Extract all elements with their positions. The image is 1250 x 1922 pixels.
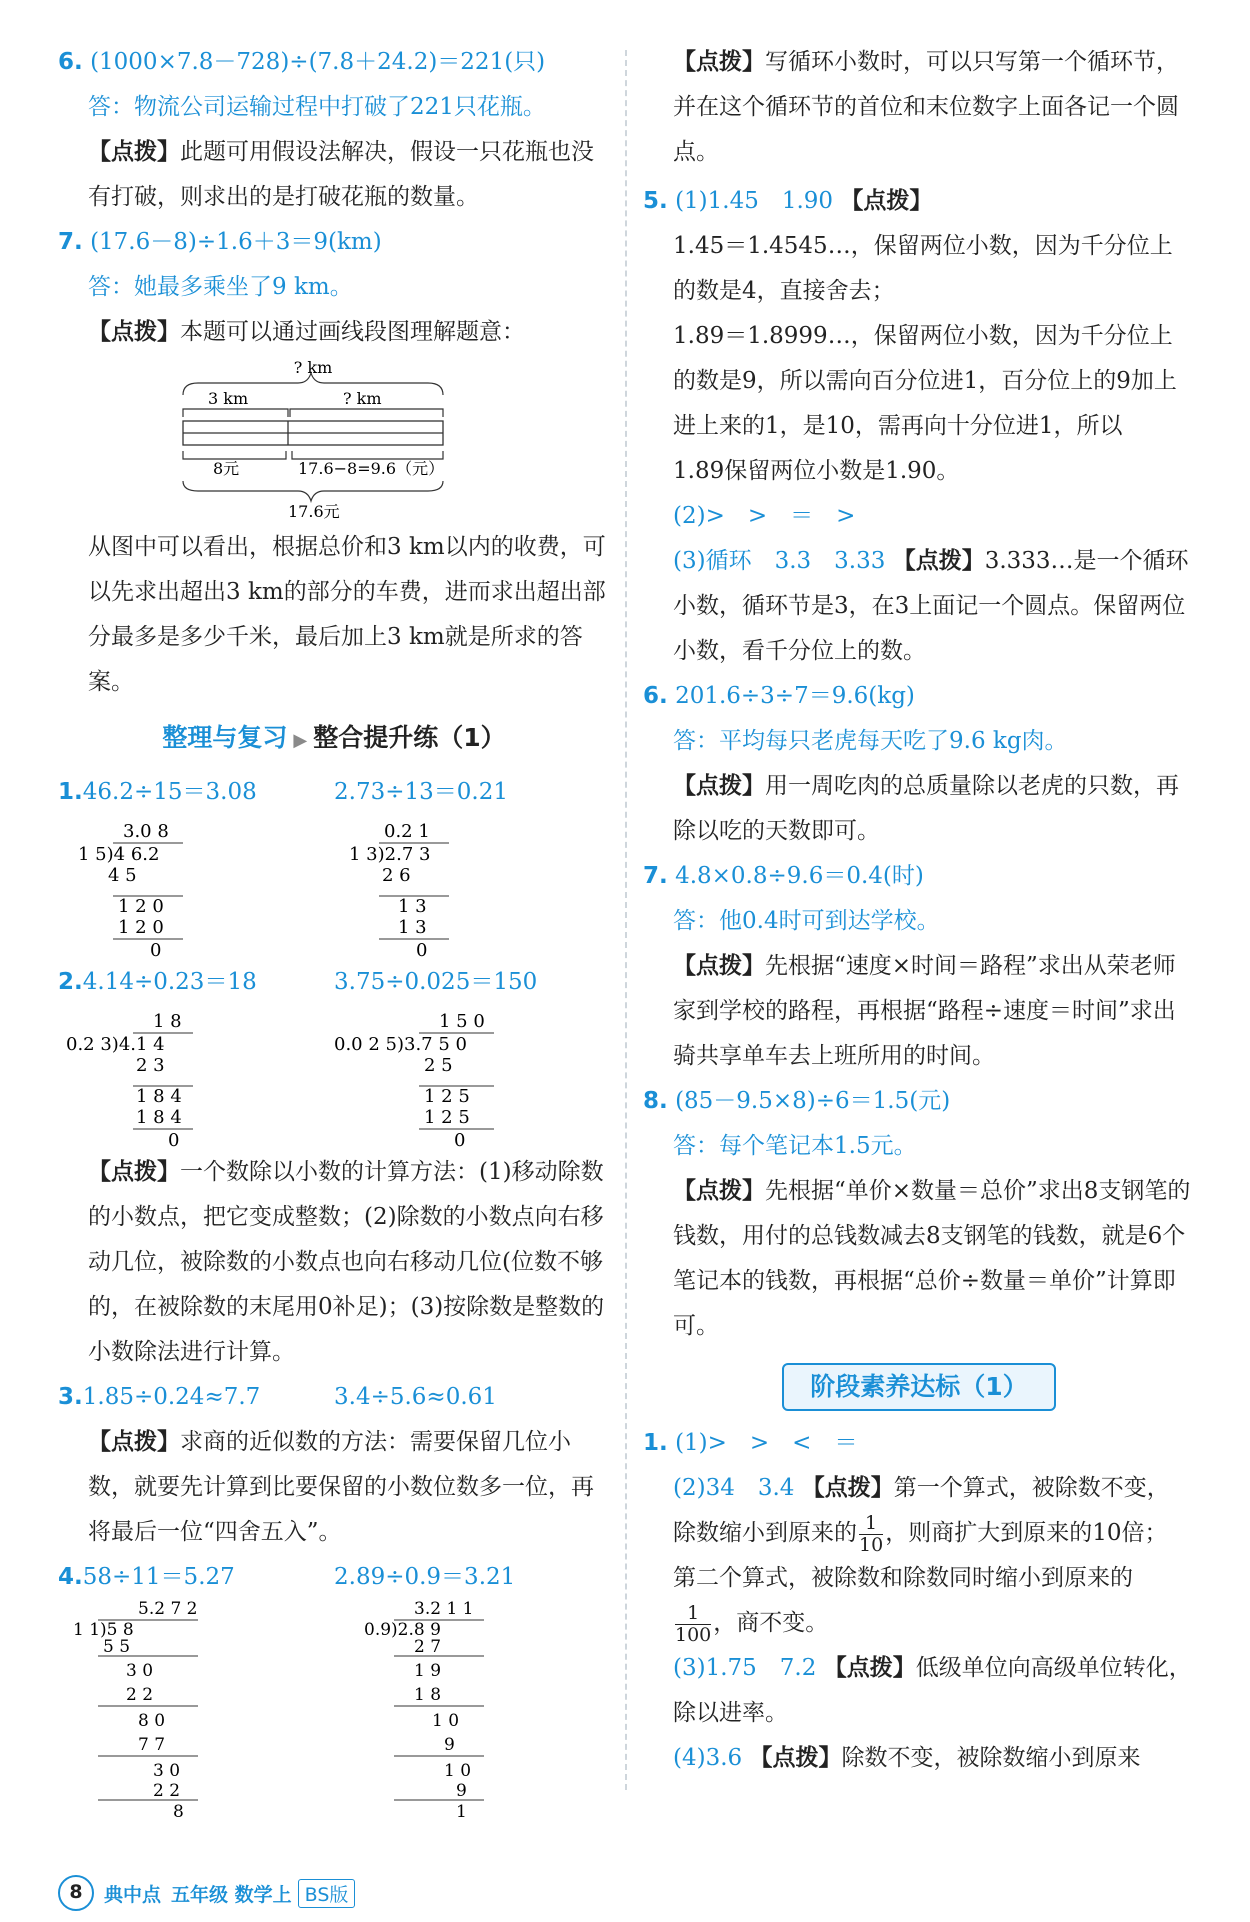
b1-frac-line2: $\frac{1}{100}$ ，商不变。 [675,1601,829,1646]
total-label: 17.6元 [288,502,340,519]
right-column [643,40,1195,1781]
svg-text:0.0 2 5)3.7 5 0: 0.0 2 5)3.7 5 0 [334,1034,467,1055]
s1-calc-2 [334,815,610,960]
s3-expressions: 3.1.85÷0.24≈7.7 3.4÷5.6≈0.61 [58,1384,497,1410]
svg-text:0: 0 [168,1130,180,1150]
s2-expressions: 2.4.14÷0.23＝18 3.75÷0.025＝150 [58,969,538,995]
svg-text:3 0: 3 0 [126,1661,154,1681]
calc-quotient: 3.0 8 [123,821,169,842]
page-number: 8 [58,1875,94,1911]
svg-text:1 8: 1 8 [153,1011,182,1032]
q7-tip: 【点拨】本题可以通过画线段图理解题意： [88,319,525,345]
svg-text:1 1)5 8: 1 1)5 8 [73,1620,134,1640]
total-brace [183,481,443,501]
svg-text:1 2 0: 1 2 0 [118,917,164,938]
q7-answer: 答：她最多乘坐了9 km。 [88,274,353,300]
r7-answer: 答：他0.4时可到达学校。 [673,908,940,934]
svg-text:1 5 0: 1 5 0 [439,1011,485,1032]
line-segment-diagram [58,359,610,519]
svg-text:2 5: 2 5 [424,1055,453,1076]
s1-calc-1 [58,815,334,960]
svg-text:3.2 1 1: 3.2 1 1 [414,1600,474,1619]
r6-expression: 6. 201.6÷3÷7＝9.6(kg) [643,683,915,709]
svg-text:1 3)2.7 3: 1 3)2.7 3 [349,844,431,865]
b1-bracket [183,451,286,459]
seg1-bracket [183,409,288,417]
fraction-1-10: $\frac{1}{10}$ [859,1511,884,1556]
svg-text:0: 0 [454,1130,466,1150]
r7-tip: 【点拨】先根据“速度×时间＝路程”求出从荣老师家到学校的路程，再根据“路程÷速度＝时间”求出骑共享单车去上班所用的时间。 [673,953,1176,1069]
svg-text:3 0: 3 0 [153,1761,181,1781]
brand-logo: 典中点 [104,1883,162,1906]
svg-text:1 2 0: 1 2 0 [118,896,164,917]
svg-text:1: 1 [456,1802,467,1820]
s1-expressions: 1.46.2÷15＝3.08 2.73÷13＝0.21 [58,779,508,805]
svg-text:8: 8 [173,1802,184,1820]
s3-tip: 【点拨】求商的近似数的方法：需要保留几位小数，就要先计算到比要保留的小数位数多一位，再将最后一位“四舍五入”。 [88,1429,594,1545]
fraction-1-100: $\frac{1}{100}$ [675,1601,712,1646]
svg-text:1 3: 1 3 [398,917,427,938]
r5-part3: (3)循环 3.3 3.33 【点拨】3.333…是一个循环小数，循环节是3，在3上面记一个圆点。保留两位小数，看千分位上的数。 [673,548,1189,664]
b1-frac-line1: 除数缩小到原来的 $\frac{1}{10}$ ，则商扩大到原来的10倍； [673,1511,1168,1556]
svg-text:9: 9 [444,1735,455,1755]
r5-part1: 5. (1)1.45 1.90 【点拨】 [643,188,933,214]
r5-tip2: 1.89＝1.8999…，保留两位小数，因为千分位上的数是9，所以需向百分位进1，百分位上的9加上进上来的1，是10，需再向十分位进1，所以 [673,323,1177,439]
r8-answer: 答：每个笔记本1.5元。 [673,1133,917,1159]
left-column [58,40,610,1820]
b1-label: 8元 [213,459,240,478]
b2-bracket [292,451,443,459]
r6-tip: 【点拨】用一周吃肉的总质量除以老虎的只数，再除以吃的天数即可。 [673,773,1179,844]
svg-text:0: 0 [150,940,162,960]
s2-tip: 【点拨】一个数除以小数的计算方法：(1)移动除数的小数点，把它变成整数；(2)除数的小数点向右移动几位，被除数的小数点也向右移动几位(位数不够的，在被除数的末尾用0补足)；(3)按除数是整数的小数除法进行计算。 [88,1159,605,1365]
r5-tip3: 1.89保留两位小数是1.90。 [673,458,960,484]
r8-tip: 【点拨】先根据“单价×数量＝总价”求出8支钢笔的钱数，用付的总钱数减去8支钢笔的钱数，就是6个笔记本的钱数，再根据“总价÷数量＝单价”计算即可。 [673,1178,1191,1339]
s2-calc-2 [334,1005,610,1150]
s4-expressions: 4.58÷11＝5.27 2.89÷0.9＝3.21 [58,1564,516,1590]
q6-expression: 6. (1000×7.8－728)÷(7.8＋24.2)＝221(只) [58,49,546,75]
r8-expression: 8. (85－9.5×8)÷6＝1.5(元) [643,1088,951,1114]
grade-subject: 五年级 数学上 [171,1883,292,1906]
r0-tip: 【点拨】写循环小数时，可以只写第一个循环节，并在这个循环节的首位和末位数字上面各记一个圆点。 [673,49,1179,165]
svg-text:1 8 4: 1 8 4 [136,1107,182,1128]
stage-badge-title: 阶段素养达标（1） [782,1363,1056,1411]
svg-text:2 7: 2 7 [414,1637,442,1657]
s2-calcs [58,1005,610,1150]
svg-text:2 3: 2 3 [136,1055,165,1076]
svg-text:9: 9 [456,1781,467,1801]
svg-text:1 0: 1 0 [432,1711,460,1731]
s1-calcs [58,815,610,960]
s2-calc-1 [58,1005,334,1150]
b1-part2: (2)34 3.4 【点拨】第一个算式，被除数不变， [673,1475,1170,1501]
svg-text:0.9)2.8 9: 0.9)2.8 9 [364,1620,441,1640]
q6-answer: 答：物流公司运输过程中打破了221只花瓶。 [88,94,546,120]
section-title: 整理与复习 ▶ 整合提升练（1） [162,723,506,752]
svg-text:1 0: 1 0 [444,1761,472,1781]
q7-explain: 从图中可以看出，根据总价和3 km以内的收费，可以先求出超出3 km的部分的车费，进而求出超出部分最多是多少千米，最后加上3 km就是所求的答案。 [88,534,606,695]
svg-text:0: 0 [416,940,428,960]
b2-label: 17.6−8=9.6（元） [298,459,445,478]
b1-part1: 1. (1)> > < ＝ [643,1430,858,1456]
svg-text:2 2: 2 2 [126,1685,154,1705]
r6-answer: 答：平均每只老虎每天吃了9.6 kg肉。 [673,728,1068,754]
q7-expression: 7. (17.6－8)÷1.6＋3＝9(km) [58,229,382,255]
svg-text:5 5: 5 5 [103,1637,131,1657]
r5-tip1: 1.45＝1.4545…，保留两位小数，因为千分位上的数是4，直接舍去； [673,233,1173,304]
svg-text:1 2 5: 1 2 5 [424,1107,470,1128]
column-divider [625,50,627,1790]
version-badge: BS版 [298,1879,356,1908]
svg-text:1 9: 1 9 [414,1661,442,1681]
seg1-label: 3 km [208,389,249,408]
seg2-bracket [290,409,443,417]
s4-calc-2 [334,1600,610,1820]
b1-part4: (4)3.6 【点拨】除数不变，被除数缩小到原来 [673,1745,1141,1771]
s4-calc-1 [58,1600,334,1820]
b1-part3: (3)1.75 7.2 【点拨】低级单位向高级单位转化，除以进率。 [673,1655,1192,1726]
svg-text:2 2: 2 2 [153,1781,181,1801]
r7-expression: 7. 4.8×0.8÷9.6＝0.4(时) [643,863,924,889]
b1-tip2: 第二个算式，被除数和除数同时缩小到原来的 [673,1565,1133,1591]
top-label: ? km [293,359,333,377]
svg-text:8 0: 8 0 [138,1711,166,1731]
svg-text:1 8: 1 8 [414,1685,442,1705]
svg-text:5.2 7 2: 5.2 7 2 [138,1600,198,1619]
svg-text:4 5: 4 5 [108,865,137,886]
svg-text:1 3: 1 3 [398,896,427,917]
svg-text:0.2 1: 0.2 1 [384,821,430,842]
page-footer [58,1875,355,1911]
svg-text:7 7: 7 7 [138,1735,166,1755]
svg-text:1 2 5: 1 2 5 [424,1086,470,1107]
segment-diagram-svg [58,359,610,519]
s4-calcs [58,1600,610,1820]
r5-part2: (2)> > ＝ > [673,503,856,529]
seg2-label: ? km [343,389,382,408]
q6-tip: 【点拨】此题可用假设法解决，假设一只花瓶也没有打破，则求出的是打破花瓶的数量。 [88,139,594,210]
svg-text:2 6: 2 6 [382,865,411,886]
svg-text:1 5)4 6.2: 1 5)4 6.2 [78,844,160,865]
svg-text:1 8 4: 1 8 4 [136,1086,182,1107]
svg-text:0.2 3)4.1 4: 0.2 3)4.1 4 [66,1034,165,1055]
